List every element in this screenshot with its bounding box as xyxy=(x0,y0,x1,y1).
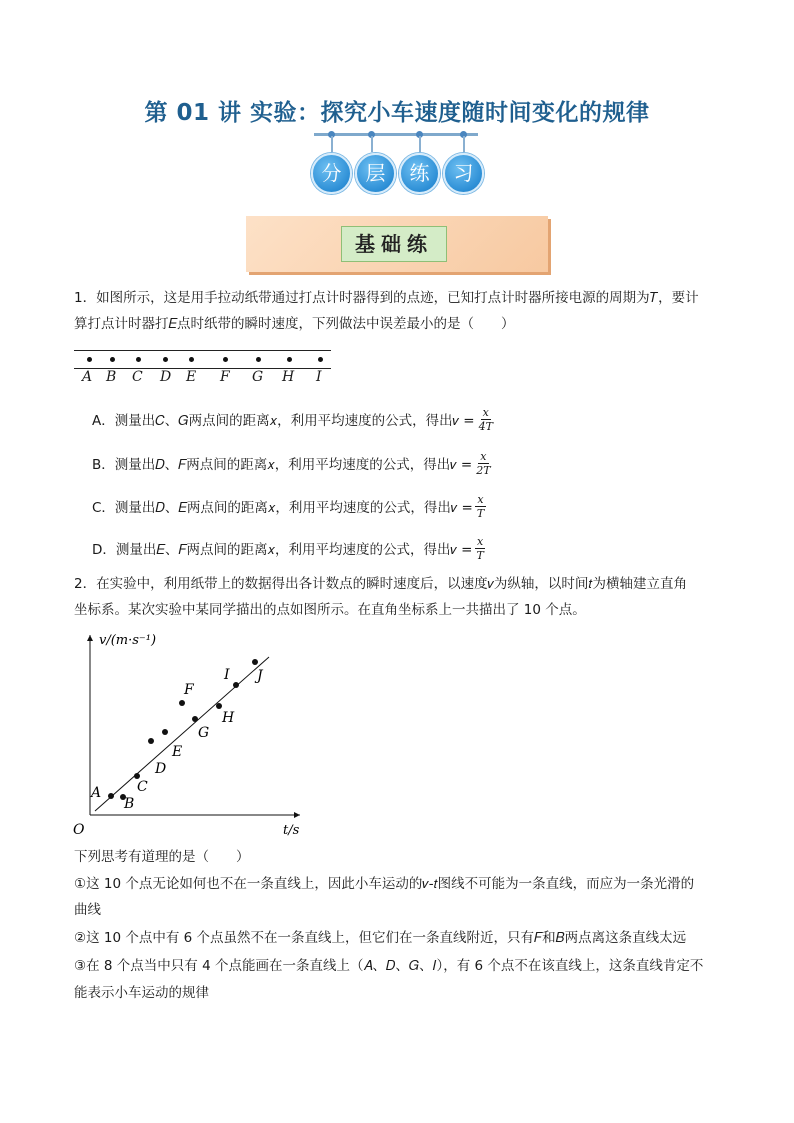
q2-prompt: 下列思考有道理的是（ ） xyxy=(74,849,250,865)
x-axis-label: t/s xyxy=(283,823,300,838)
section-label: 基础练 xyxy=(341,226,447,262)
tape-label-h: H xyxy=(282,369,295,385)
tape-label-b: B xyxy=(106,369,117,385)
badge-fen: 分 xyxy=(311,153,352,194)
tape-label-g: G xyxy=(252,369,264,385)
badge-ceng: 层 xyxy=(355,153,396,194)
point-label-i: I xyxy=(224,667,230,683)
point-f xyxy=(179,700,185,706)
tape-label-e: E xyxy=(186,369,197,385)
point-label-g: G xyxy=(198,725,210,741)
tape-label-a: A xyxy=(82,369,93,385)
option-text: D．测量出𝐸、𝐹两点间的距离𝑥，利用平均速度的公式，得出𝑣 = xyxy=(92,542,473,558)
point-label-e: E xyxy=(172,744,183,760)
point-a xyxy=(108,793,114,799)
point-label-c: C xyxy=(137,779,148,795)
fraction-denominator: 2T xyxy=(476,463,491,477)
q1-text-line1: 1．如图所示，这是用手拉动纸带通过打点计时器得到的点迹，已知打点计时器所接电源的周期为𝑇，要计 xyxy=(74,290,699,306)
origin-label: O xyxy=(73,822,85,838)
q2-text-line1: 2．在实验中，利用纸带上的数据得出各计数点的瞬时速度后，以速度𝑣为纵轴，以时间𝑡为横轴建立直角 xyxy=(74,576,687,592)
point-e xyxy=(162,729,168,735)
fraction-denominator: 4T xyxy=(478,419,493,433)
point-label-f: F xyxy=(184,682,194,698)
point-g xyxy=(192,716,198,722)
option-text: B．测量出𝐷、𝐹两点间的距离𝑥，利用平均速度的公式，得出𝑣 = xyxy=(92,457,473,473)
fraction-numerator: x xyxy=(477,492,484,506)
badge-lian: 练 xyxy=(399,153,440,194)
q2-statement-2: ②这 10 个点中有 6 个点虽然不在一条直线上，但它们在一条直线附近，只有𝐹和𝐵两点离这条直线太远 xyxy=(74,930,687,946)
q2-statement-1: ①这 10 个点无论如何也不在一条直线上，因此小车运动的𝑣-𝑡图线不可能为一条直线，而应为一条光滑的 xyxy=(74,876,695,892)
option-text: A．测量出𝐶、𝐺两点间的距离𝑥，利用平均速度的公式，得出𝑣 = xyxy=(92,413,475,429)
q2-statement-3: ③在 8 个点当中只有 4 个点能画在一条直线上（𝐴、𝐷、𝐺、𝐼），有 6 个点不在该直线上，这条直线肯定不 xyxy=(74,958,704,974)
tape-label-f: F xyxy=(220,369,230,385)
point-label-b: B xyxy=(124,796,135,812)
q2-statement-3-cont: 能表示小车运动的规律 xyxy=(74,985,209,1001)
tape-label-i: I xyxy=(316,369,322,385)
point-d xyxy=(148,738,154,744)
point-j xyxy=(252,659,258,665)
option-text: C．测量出𝐷、𝐸两点间的距离𝑥，利用平均速度的公式，得出𝑣 = xyxy=(92,500,473,516)
tape-label-c: C xyxy=(132,369,143,385)
fraction-numerator: x xyxy=(477,534,484,548)
y-axis-label: v/(m·s⁻¹) xyxy=(99,633,157,648)
point-label-j: J xyxy=(257,668,263,684)
fit-line xyxy=(95,657,269,811)
q2-statement-1-cont: 曲线 xyxy=(74,902,101,918)
tape-label-d: D xyxy=(160,369,172,385)
point-label-h: H xyxy=(222,710,235,726)
fraction-denominator: T xyxy=(476,506,485,520)
badge-xi: 习 xyxy=(443,153,484,194)
fraction-numerator: x xyxy=(482,405,489,419)
point-label-d: D xyxy=(155,761,167,777)
point-i xyxy=(233,682,239,688)
page-title: 第 01 讲 实验：探究小车速度随时间变化的规律 xyxy=(144,100,650,126)
q2-text-line2: 坐标系。某次实验中某同学描出的点如图所示。在直角坐标系上一共描出了 10 个点。 xyxy=(74,602,586,618)
point-h xyxy=(216,703,222,709)
fraction-denominator: T xyxy=(476,548,484,562)
q1-text-line2: 算打点计时器打𝐸点时纸带的瞬时速度，下列做法中误差最小的是（ ） xyxy=(74,316,515,332)
point-label-a: A xyxy=(91,785,102,801)
fraction-numerator: x xyxy=(480,449,487,463)
